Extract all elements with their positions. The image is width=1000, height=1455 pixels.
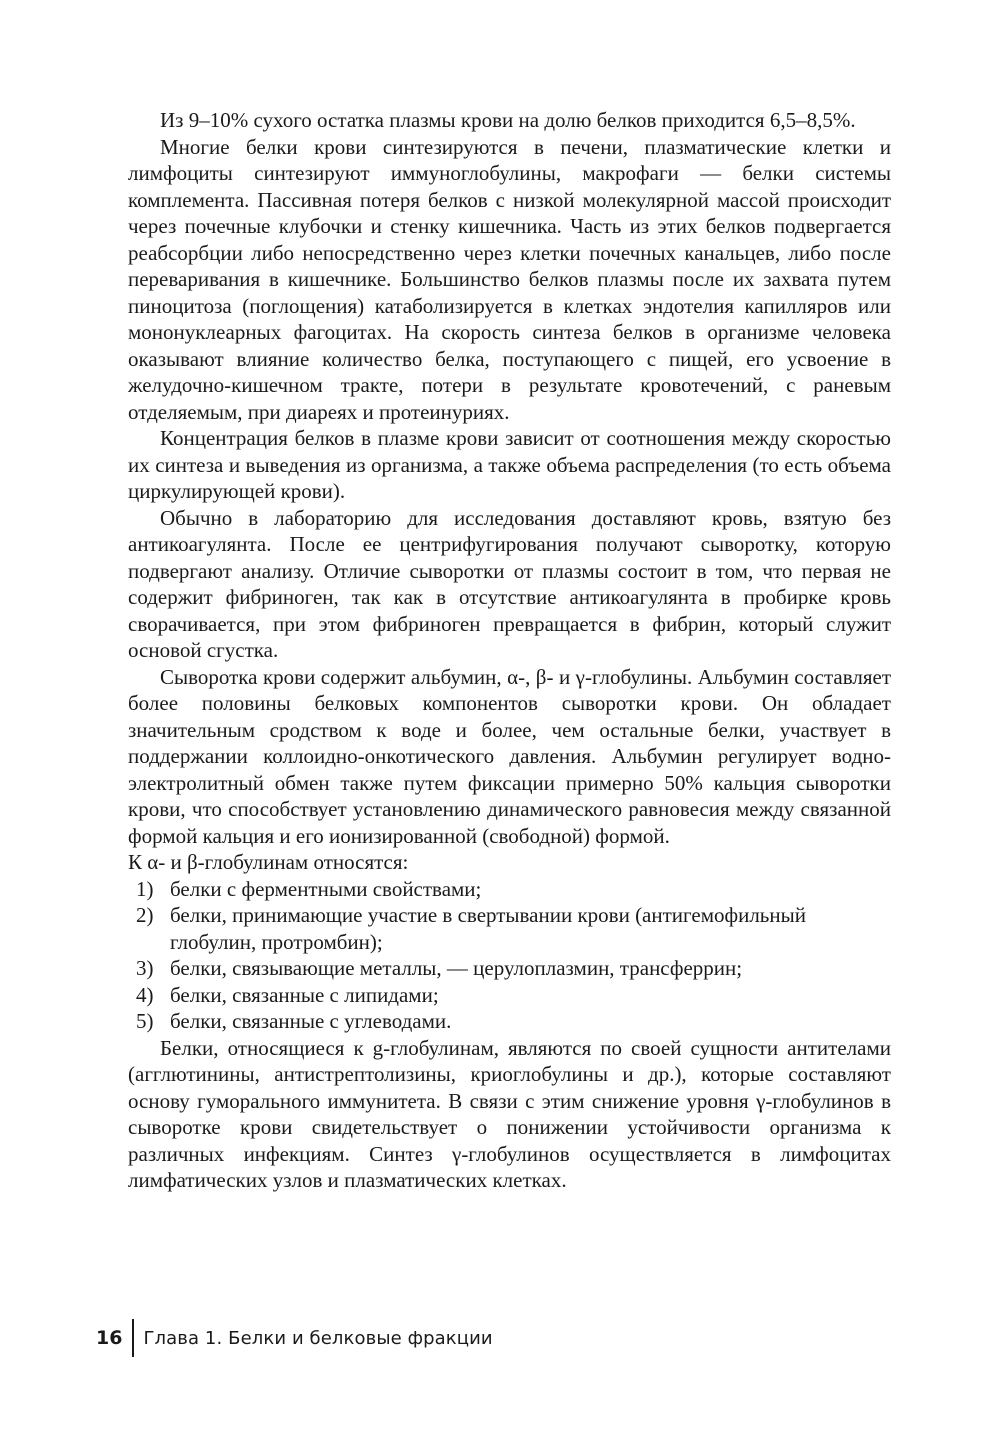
paragraph-albumin: Сыворотка крови содержит альбумин, α-, β- и γ-глобулины. Альбумин составляет более половины белковых компонентов сыворотки крови. Он обладает значительным сродством к воде и более, чем остальные белки, участвует в поддержании коллоидно-онкотического давления. Альбумин регулирует водно-электролитный обмен также путем фиксации примерно 50% кальция сыворотки крови, что способствует установлению динамического равновесия между связанной формой кальция и его ионизированной (свободной) формой. — [128, 664, 891, 848]
chapter-title: Глава 1. Белки и белковые фракции — [143, 1327, 493, 1349]
list-item — [128, 1008, 891, 1035]
list-intro: К α- и β-глобулинам относятся: — [128, 850, 409, 874]
page-number: 16 — [96, 1327, 123, 1349]
list-item — [128, 955, 891, 982]
list-item — [128, 982, 891, 1009]
list-item-number: 4) — [136, 982, 154, 1007]
page-body — [128, 107, 891, 1194]
footer-divider — [132, 1319, 134, 1357]
paragraph-protein-concentration: Концентрация белков в плазме крови зависит от соотношения между скоростью их синтеза и выведения из организма, а также объема распределения (то есть объема циркулирующей крови). — [128, 426, 891, 503]
list-item-text: белки, связывающие металлы, — церулоплазмин, трансферрин; — [170, 956, 743, 980]
list-item-number: 2) — [136, 903, 154, 927]
list-item-number: 3) — [136, 956, 154, 980]
list-item-text: белки, связанные с углеводами. — [170, 1009, 452, 1033]
list-item-text: белки, принимающие участие в свертывании крови (антигемофильный глобулин, протромбин); — [170, 903, 806, 954]
list-item — [128, 902, 891, 955]
list-item-text: белки с ферментными свойствами; — [170, 876, 482, 901]
list-item-number: 1) — [136, 876, 154, 901]
paragraph-serum-vs-plasma: Обычно в лабораторию для исследования доставляют кровь, взятую без антикоагулянта. После ее центрифугирования получают сыворотку, которую подвергают анализу. Отличие сыворотки от плазмы состоит в том, что первая не содержит фибриноген, так как в отсутствие антикоагулянта в пробирке кровь сворачивается, при этом фибриноген превращается в фибрин, который служит основой сгустка. — [128, 505, 891, 662]
list-item-text: белки, связанные с липидами; — [170, 982, 439, 1007]
paragraph-gamma-globulins: Белки, относящиеся к g-глобулинам, являются по своей сущности антителами (агглютинины, антистрептолизины, криоглобулины и др.), которые составляют основу гуморального иммунитета. В связи с этим снижение уровня γ-глобулинов в сыворотке крови свидетельствует о понижении устойчивости организма к различных инфекциям. Синтез γ-глобулинов осуществляется в лимфоцитах лимфатических узлов и плазматических клетках. — [128, 1035, 891, 1192]
page-footer — [96, 1318, 493, 1358]
list-item-number: 5) — [136, 1009, 154, 1033]
paragraph-dry-residue: Из 9–10% сухого остатка плазмы крови на долю белков приходится 6,5–8,5%. — [160, 108, 856, 132]
paragraph-protein-synthesis: Многие белки крови синтезируются в печени, плазматические клетки и лимфоциты синтезируют иммуноглобулины, макрофаги — белки системы комплемента. Пассивная потеря белков с низкой молекулярной массой происходит через почечные клубочки и стенку кишечника. Часть из этих белков подвергается реабсорбции либо непосредственно через клетки почечных канальцев, либо после переваривания в кишечнике. Большинство белков плазмы после их захвата путем пиноцитоза (поглощения) катаболизируется в клетках эндотелия капилляров или мононуклеарных фагоцитах. На скорость синтеза белков в организме человека оказывают влияние количество белка, поступающего с пищей, его усвоение в желудочно-кишечном тракте, потери в результате кровотечений, с раневым отделяемым, при диареях и протеинуриях. — [128, 134, 891, 424]
list-item — [128, 876, 891, 903]
globulin-list — [128, 876, 891, 1035]
